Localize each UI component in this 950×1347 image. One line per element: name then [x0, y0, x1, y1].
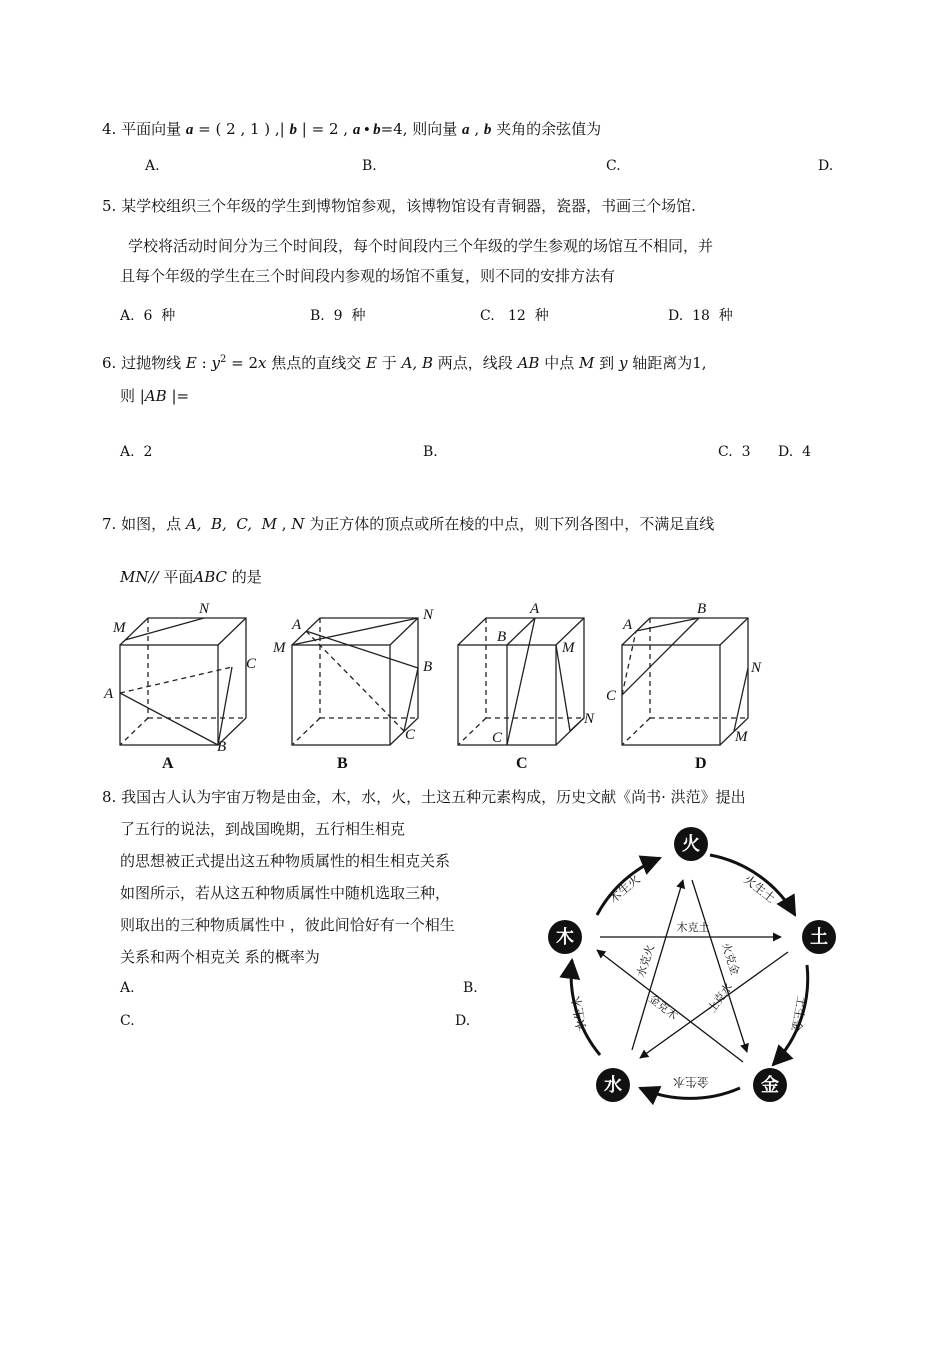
- q8-line-4: 如图所示，若从这五种物质属性中随机选取三种，: [120, 884, 451, 902]
- cube-b-label-a: A: [292, 617, 302, 633]
- q8-option-d: D.: [455, 1013, 471, 1029]
- sheng-label-shui-mu: 水生木: [569, 994, 590, 1033]
- q4-line: 4. 平面向量 a = ( 2 , 1 ) ,| b | = 2 , a • b=4, 则向量 a , b 夹角的余弦值为: [102, 120, 602, 138]
- cube-b: [292, 618, 418, 745]
- q8-line-6: 关系和两个相克关 系的概率为: [120, 948, 320, 966]
- sheng-label-huo-tu: 火生土: [740, 872, 778, 906]
- q5-option-a: A. 6 种: [120, 308, 176, 324]
- q8-line-5: 则取出的三种物质属性中 ，彼此间恰好有一个相生: [120, 916, 455, 934]
- element-tu: 土: [810, 927, 828, 948]
- cube-b-caption: B: [337, 755, 348, 772]
- cube-a-label-n: N: [199, 601, 210, 617]
- cube-c: [458, 618, 584, 745]
- cube-d-label-b: B: [697, 601, 707, 617]
- q8-line-3: 的思想被正式提出这五种物质属性的相生相克关系: [120, 852, 451, 870]
- cube-a-label-c: C: [246, 656, 257, 672]
- cube-a-label-m: M: [113, 620, 126, 636]
- cube-d-label-c: C: [606, 688, 617, 704]
- q6-number: 6.: [102, 354, 117, 372]
- q5-option-d: D. 18 种: [668, 308, 733, 324]
- five-elements-diagram: [545, 820, 845, 1110]
- q5-line-1: 5. 某学校组织三个年级的学生到博物馆参观，该博物馆设有青铜器，瓷器，书画三个场馆.: [102, 197, 696, 215]
- q5-option-c: C. 12 种: [480, 308, 549, 324]
- cube-b-label-b: B: [423, 659, 433, 675]
- q8-line-2: 了五行的说法，到战国晚期，五行相生相克: [120, 820, 406, 838]
- ke-label-mu-tu: 木克土: [676, 921, 710, 934]
- cube-c-label-c: C: [492, 730, 503, 746]
- q5-option-b: B. 9 种: [310, 308, 366, 324]
- cube-d-label-n: N: [751, 660, 762, 676]
- q5-line-3: 且每个年级的学生在三个时间段内参观的场馆不重复，则不同的安排方法有: [120, 267, 616, 285]
- q4-option-a: A.: [145, 158, 160, 174]
- cube-d: [622, 618, 748, 745]
- ke-label-huo-jin: 火克金: [719, 941, 742, 977]
- q5-number: 5.: [102, 197, 117, 215]
- ke-label-jin-mu: 金克木: [646, 991, 681, 1023]
- cube-b-label-m: M: [273, 640, 286, 656]
- q7-number: 7.: [102, 515, 117, 533]
- q8-number: 8.: [102, 788, 117, 806]
- cube-c-label-a: A: [530, 601, 540, 617]
- sheng-label-mu-huo: 木生火: [606, 871, 643, 906]
- element-jin: 金: [761, 1075, 779, 1096]
- q6-option-b: B.: [423, 444, 438, 460]
- q4-option-b: B.: [362, 158, 377, 174]
- cube-b-label-c: C: [405, 727, 416, 743]
- q8-option-c: C.: [120, 1013, 135, 1029]
- cube-a: [120, 618, 246, 745]
- q8-line-1: 8. 我国古人认为宇宙万物是由金，木，水，火，土这五种元素构成，历史文献《尚书· 洪范》提出: [102, 788, 746, 806]
- cube-c-label-m: M: [562, 640, 575, 656]
- element-mu: 木: [556, 927, 574, 948]
- cube-d-label-a: A: [623, 617, 633, 633]
- cube-a-caption: A: [162, 755, 174, 772]
- sheng-label-jin-shui: 金生水: [672, 1075, 710, 1089]
- q7-line-1: 7. 如图，点 A, B, C, M , N 为正方体的顶点或所在棱的中点，则下列各图中，不满足直线: [102, 515, 715, 533]
- q6-option-a: A. 2: [120, 444, 153, 460]
- q6-option-d: D. 4: [778, 444, 811, 460]
- q8-option-a: A.: [120, 980, 135, 996]
- q5-line-2: 学校将活动时间分为三个时间段，每个时间段内三个年级的学生参观的场馆互不相同，并: [128, 237, 714, 255]
- cube-d-label-m: M: [735, 729, 748, 745]
- element-huo: 火: [682, 834, 700, 855]
- q6-line-1: 6. 过抛物线 E : $y^2 = 2x$ 焦点的直线交 E 于 A, B 两点，线段 AB 中点 M 到 y 轴距离为1,: [102, 354, 707, 372]
- ke-label-shui-huo: 水克火: [634, 943, 657, 979]
- cube-b-label-n: N: [423, 607, 434, 623]
- q8-option-b: B.: [463, 980, 478, 996]
- ke-label-tu-shui: 土克水: [705, 980, 736, 1016]
- q4-number: 4.: [102, 120, 117, 138]
- q4-option-c: C.: [606, 158, 621, 174]
- cube-c-label-n: N: [584, 711, 595, 727]
- sheng-label-tu-jin: 土生金: [788, 994, 809, 1033]
- cube-d-caption: D: [695, 755, 707, 772]
- q7-line-2: MN// 平面ABC 的是: [120, 568, 262, 586]
- q6-option-c: C. 3: [718, 444, 751, 460]
- cube-a-label-a: A: [104, 686, 114, 702]
- element-shui: 水: [604, 1075, 622, 1096]
- cube-a-label-b: B: [217, 739, 227, 755]
- cube-c-caption: C: [516, 755, 528, 772]
- q4-option-d: D.: [818, 158, 834, 174]
- cube-c-label-b: B: [497, 629, 507, 645]
- cube-figures: [0, 595, 950, 795]
- q6-line-2: 则 |AB |=: [120, 387, 190, 405]
